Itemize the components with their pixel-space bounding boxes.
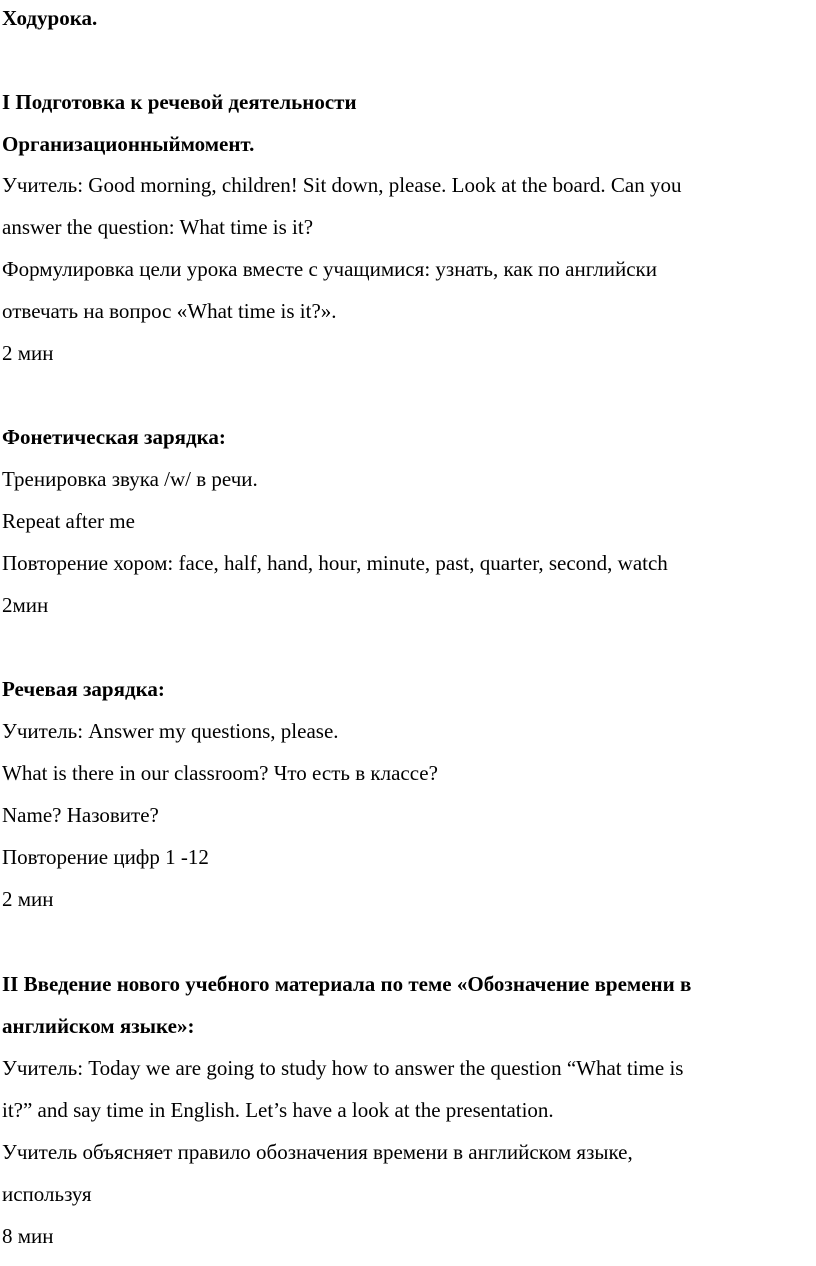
phonetic-line-3: Повторение хором: face, half, hand, hour, minute, past, quarter, second, watch	[2, 551, 668, 575]
section-2-explain-line-1: Учитель объясняет правило обозначения времени в английском языке,	[2, 1140, 633, 1164]
goal-line-1: Формулировка цели урока вместе с учащимися: узнать, как по английски	[2, 257, 657, 281]
speech-duration: 2 мин	[2, 887, 54, 911]
org-moment-heading: Организационныймомент.	[2, 132, 255, 156]
section-2-explain-line-2: используя	[2, 1182, 92, 1206]
section-2-teacher-line-2: it?” and say time in English. Let’s have a look at the presentation.	[2, 1098, 554, 1122]
section-2-heading-line-2: английском языке»:	[2, 1014, 195, 1038]
org-duration: 2 мин	[2, 341, 54, 365]
speech-line-2: What is there in our classroom? Что есть в классе?	[2, 761, 438, 785]
section-2-teacher-line-1: Учитель: Today we are going to study how to answer the question “What time is	[2, 1056, 684, 1080]
phonetic-duration: 2мин	[2, 593, 49, 617]
speech-line-4: Повторение цифр 1 -12	[2, 845, 209, 869]
teacher-greeting-line-2: answer the question: What time is it?	[2, 215, 314, 239]
phonetic-heading: Фонетическая зарядка:	[2, 425, 226, 449]
section-1-heading: I Подготовка к речевой деятельности	[2, 90, 357, 114]
section-2-heading-line-1: II Введение нового учебного материала по теме «Обозначение времени в	[2, 972, 692, 996]
phonetic-line-1: Тренировка звука /w/ в речи.	[2, 467, 258, 491]
goal-line-2: отвечать на вопрос «What time is it?».	[2, 299, 337, 323]
speech-line-1: Учитель: Answer my questions, please.	[2, 719, 339, 743]
speech-heading: Речевая зарядка:	[2, 677, 165, 701]
phonetic-line-2: Repeat after me	[2, 509, 135, 533]
teacher-greeting-line-1: Учитель: Good morning, children! Sit down, please. Look at the board. Can you	[2, 173, 682, 197]
speech-line-3: Name? Назовите?	[2, 803, 159, 827]
lesson-progress-title: Ходурока.	[2, 6, 98, 30]
section-2-duration: 8 мин	[2, 1224, 54, 1248]
